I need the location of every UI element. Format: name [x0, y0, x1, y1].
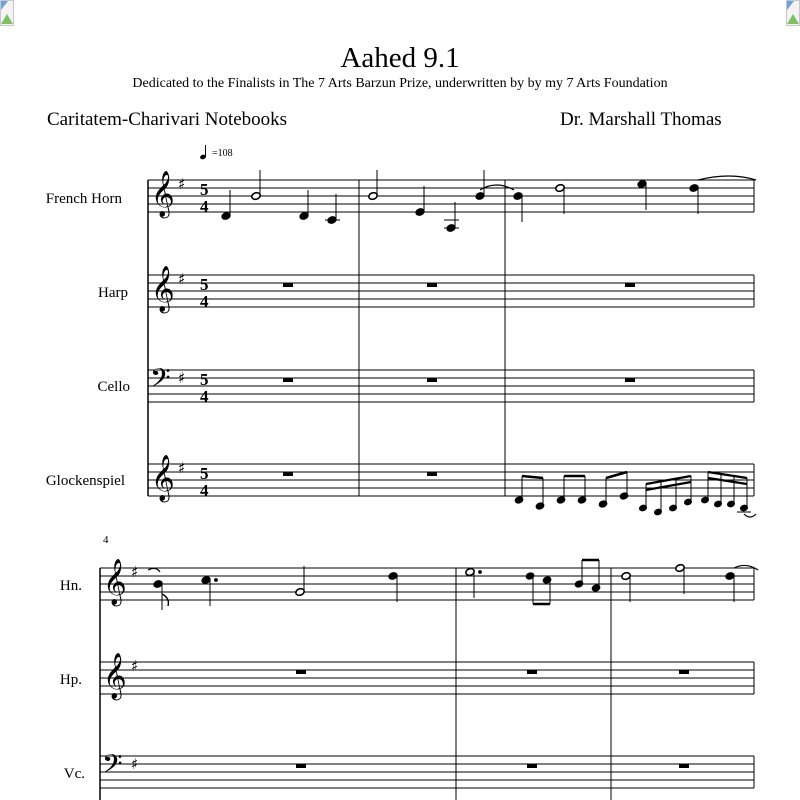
notes-french-horn: [221, 170, 756, 232]
instrument-abbr-cello: Vc.: [63, 766, 85, 782]
sharp-icon: ♯: [131, 755, 139, 773]
instrument-abbr-horn: Hn.: [59, 578, 82, 594]
svg-text:5: 5: [200, 464, 209, 483]
bass-clef-icon: 𝄢: [102, 748, 123, 786]
staff-harp: [148, 275, 754, 307]
instrument-name-french-horn: French Horn: [45, 191, 122, 207]
treble-clef-icon: 𝄞: [103, 559, 127, 605]
whole-rest: [625, 378, 635, 382]
svg-text:4: 4: [200, 481, 209, 500]
whole-rest: [427, 472, 437, 476]
sharp-icon: ♯: [131, 563, 139, 581]
whole-rest: [427, 283, 437, 287]
whole-rest: [283, 472, 293, 476]
staff-cello-2: [100, 756, 754, 788]
subtitle-text: Caritatem-Charivari Notebooks: [47, 109, 288, 130]
treble-clef-icon: 𝄞: [103, 653, 127, 699]
staff-cello: [148, 370, 754, 402]
svg-text:5: 5: [200, 275, 209, 294]
instrument-name-glockenspiel: Glockenspiel: [45, 473, 125, 489]
treble-clef-icon: 𝄞: [151, 455, 175, 501]
staff-horn: [100, 568, 754, 600]
whole-rest: [283, 283, 293, 287]
svg-text:4: 4: [200, 197, 209, 216]
composer-name: Dr. Marshall Thomas: [560, 109, 722, 130]
staff-french-horn: [148, 180, 754, 212]
instrument-abbr-harp: Hp.: [59, 672, 82, 688]
whole-rest: [283, 378, 293, 382]
quarter-note-icon: [199, 145, 206, 160]
instrument-name-harp: Harp: [98, 285, 128, 301]
sharp-icon: ♯: [131, 657, 139, 675]
treble-clef-icon: 𝄞: [151, 171, 175, 217]
svg-text:5: 5: [200, 180, 209, 199]
whole-rest: [679, 670, 689, 674]
time-signature: [200, 180, 209, 500]
whole-rest: [625, 283, 635, 287]
tempo-marking: =108: [212, 148, 233, 159]
notes-glockenspiel: [514, 472, 756, 517]
measure-number: 4: [103, 534, 109, 546]
svg-text:4: 4: [200, 387, 209, 406]
bass-clef-icon: 𝄢: [150, 362, 171, 400]
staff-harp-2: [100, 662, 754, 694]
whole-rest: [296, 670, 306, 674]
treble-clef-icon: 𝄞: [151, 266, 175, 312]
svg-text:5: 5: [200, 370, 209, 389]
whole-rest: [427, 378, 437, 382]
whole-rest: [296, 764, 306, 768]
whole-rest: [527, 670, 537, 674]
svg-text:4: 4: [200, 292, 209, 311]
score-title: Aahed 9.1: [340, 42, 460, 74]
instrument-name-cello: Cello: [97, 379, 130, 395]
system-2: [100, 559, 758, 800]
whole-rest: [679, 764, 689, 768]
sharp-icon: ♯: [178, 175, 186, 193]
whole-rest: [527, 764, 537, 768]
sharp-icon: ♯: [178, 270, 186, 288]
system-1: [148, 145, 756, 517]
sharp-icon: ♯: [178, 459, 186, 477]
dedication-text: Dedicated to the Finalists in The 7 Arts Barzun Prize, underwritten by by my 7 Arts Foundation: [132, 76, 668, 91]
sharp-icon: ♯: [178, 369, 186, 387]
